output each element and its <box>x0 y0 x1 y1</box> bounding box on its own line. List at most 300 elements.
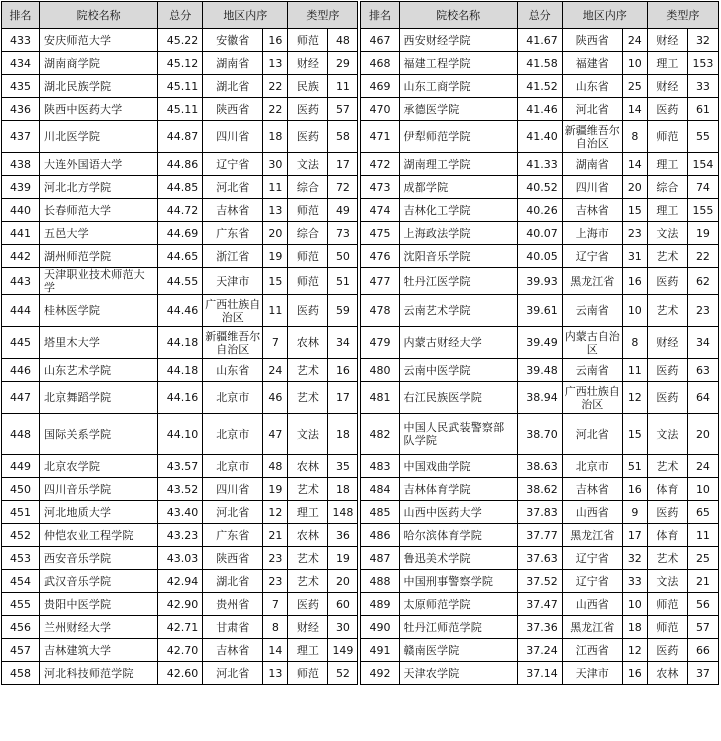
school-name-cell: 鲁迅美术学院 <box>399 547 517 570</box>
region-rank-cell: 12 <box>622 639 647 662</box>
region-cell: 新疆维吾尔自治区 <box>562 121 622 153</box>
region-rank-cell: 8 <box>622 327 647 359</box>
table-row <box>2 98 719 121</box>
region-cell: 天津市 <box>562 662 622 685</box>
region-rank-cell: 14 <box>622 98 647 121</box>
region-rank-cell: 15 <box>622 414 647 455</box>
score-cell: 42.94 <box>158 570 203 593</box>
school-name-cell: 赣南医学院 <box>399 639 517 662</box>
school-name-cell: 福建工程学院 <box>399 52 517 75</box>
region-rank-cell: 10 <box>622 593 647 616</box>
school-name-cell: 河北科技师范学院 <box>40 662 158 685</box>
type-cell: 综合 <box>288 222 328 245</box>
type-cell: 农林 <box>288 455 328 478</box>
rank-cell: 484 <box>361 478 399 501</box>
type-rank-cell: 37 <box>687 662 718 685</box>
region-cell: 上海市 <box>562 222 622 245</box>
rank-cell: 436 <box>2 98 40 121</box>
rank-header: 排名 <box>2 2 40 29</box>
region-rank-cell: 12 <box>263 501 288 524</box>
score-cell: 38.63 <box>517 455 562 478</box>
score-cell: 43.03 <box>158 547 203 570</box>
type-cell: 体育 <box>647 524 687 547</box>
region-rank-cell: 10 <box>622 52 647 75</box>
score-cell: 40.52 <box>517 176 562 199</box>
type-cell: 医药 <box>647 639 687 662</box>
region-rank-cell: 23 <box>263 570 288 593</box>
region-cell: 天津市 <box>203 268 263 295</box>
type-rank-cell: 63 <box>687 359 718 382</box>
type-rank-cell: 22 <box>687 245 718 268</box>
type-cell: 理工 <box>647 52 687 75</box>
school-name-cell: 武汉音乐学院 <box>40 570 158 593</box>
rank-header: 排名 <box>361 2 399 29</box>
rank-cell: 467 <box>361 29 399 52</box>
table-row <box>2 593 719 616</box>
table-row <box>2 547 719 570</box>
school-name-cell: 陕西中医药大学 <box>40 98 158 121</box>
rank-cell: 451 <box>2 501 40 524</box>
region-rank-cell: 13 <box>263 662 288 685</box>
type-rank-cell: 23 <box>687 295 718 327</box>
type-rank-cell: 65 <box>687 501 718 524</box>
region-rank-cell: 21 <box>263 524 288 547</box>
rank-cell: 441 <box>2 222 40 245</box>
type-cell: 艺术 <box>647 547 687 570</box>
type-rank-cell: 64 <box>687 382 718 414</box>
region-cell: 陕西省 <box>203 547 263 570</box>
type-cell: 医药 <box>288 593 328 616</box>
type-cell: 师范 <box>288 268 328 295</box>
school-name-cell: 内蒙古财经大学 <box>399 327 517 359</box>
rank-cell: 490 <box>361 616 399 639</box>
type-rank-cell: 72 <box>328 176 358 199</box>
type-rank-cell: 57 <box>687 616 718 639</box>
type-rank-cell: 153 <box>687 52 718 75</box>
table-row <box>2 455 719 478</box>
type-cell: 艺术 <box>288 570 328 593</box>
score-cell: 44.86 <box>158 153 203 176</box>
region-rank-cell: 16 <box>622 662 647 685</box>
region-cell: 河北省 <box>203 176 263 199</box>
school-name-cell: 河北北方学院 <box>40 176 158 199</box>
table-row <box>2 199 719 222</box>
region-cell: 北京市 <box>203 414 263 455</box>
rank-cell: 492 <box>361 662 399 685</box>
region-cell: 广东省 <box>203 524 263 547</box>
region-cell: 云南省 <box>562 359 622 382</box>
type-cell: 师范 <box>288 29 328 52</box>
region-cell: 黑龙江省 <box>562 268 622 295</box>
region-cell: 陕西省 <box>203 98 263 121</box>
school-name-cell: 桂林医学院 <box>40 295 158 327</box>
type-cell: 财经 <box>288 616 328 639</box>
rank-cell: 483 <box>361 455 399 478</box>
type-cell: 师范 <box>288 245 328 268</box>
type-rank-cell: 36 <box>328 524 358 547</box>
score-cell: 45.11 <box>158 98 203 121</box>
score-cell: 40.26 <box>517 199 562 222</box>
table-row <box>2 176 719 199</box>
region-rank-cell: 24 <box>622 29 647 52</box>
type-cell: 文法 <box>647 222 687 245</box>
type-rank-cell: 56 <box>687 593 718 616</box>
rank-cell: 479 <box>361 327 399 359</box>
school-name-cell: 湖北民族学院 <box>40 75 158 98</box>
region-rank-cell: 10 <box>622 295 647 327</box>
region-cell: 辽宁省 <box>203 153 263 176</box>
type-rank-cell: 19 <box>687 222 718 245</box>
type-cell: 医药 <box>647 382 687 414</box>
score-cell: 44.18 <box>158 327 203 359</box>
type-rank-cell: 155 <box>687 199 718 222</box>
region-rank-cell: 15 <box>263 268 288 295</box>
type-cell: 艺术 <box>288 359 328 382</box>
region-cell: 山东省 <box>562 75 622 98</box>
type-rank-cell: 60 <box>328 593 358 616</box>
region-cell: 河北省 <box>203 662 263 685</box>
type-rank-cell: 58 <box>328 121 358 153</box>
table-row <box>2 121 719 153</box>
region-rank-cell: 14 <box>263 639 288 662</box>
score-cell: 37.14 <box>517 662 562 685</box>
region-rank-cell: 47 <box>263 414 288 455</box>
type-cell: 理工 <box>647 153 687 176</box>
rank-cell: 471 <box>361 121 399 153</box>
score-cell: 39.61 <box>517 295 562 327</box>
school-name-cell: 承德医学院 <box>399 98 517 121</box>
score-cell: 39.93 <box>517 268 562 295</box>
region-rank-cell: 23 <box>622 222 647 245</box>
school-name-cell: 湖州师范学院 <box>40 245 158 268</box>
region-cell: 广西壮族自治区 <box>203 295 263 327</box>
rank-cell: 447 <box>2 382 40 414</box>
type-cell: 文法 <box>647 414 687 455</box>
type-rank-cell: 17 <box>328 382 358 414</box>
rank-cell: 472 <box>361 153 399 176</box>
school-name-cell: 太原师范学院 <box>399 593 517 616</box>
region-rank-cell: 7 <box>263 593 288 616</box>
type-cell: 文法 <box>288 153 328 176</box>
header-row <box>2 2 719 29</box>
type-rank-cell: 61 <box>687 98 718 121</box>
school-name-cell: 北京农学院 <box>40 455 158 478</box>
region-rank-cell: 16 <box>622 478 647 501</box>
score-cell: 44.46 <box>158 295 203 327</box>
school-name-cell: 山东艺术学院 <box>40 359 158 382</box>
score-cell: 44.69 <box>158 222 203 245</box>
type-rank-cell: 30 <box>328 616 358 639</box>
rank-cell: 491 <box>361 639 399 662</box>
school-name-cell: 沈阳音乐学院 <box>399 245 517 268</box>
score-cell: 40.05 <box>517 245 562 268</box>
school-name-cell: 安庆师范大学 <box>40 29 158 52</box>
table-row <box>2 501 719 524</box>
region-rank-cell: 51 <box>622 455 647 478</box>
type-cell: 医药 <box>647 268 687 295</box>
school-name-cell: 贵阳中医学院 <box>40 593 158 616</box>
type-cell: 综合 <box>647 176 687 199</box>
school-name-cell: 四川音乐学院 <box>40 478 158 501</box>
school-name-cell: 天津职业技术师范大学 <box>40 268 158 295</box>
type-rank-cell: 48 <box>328 29 358 52</box>
region-rank-cell: 12 <box>622 382 647 414</box>
score-cell: 38.94 <box>517 382 562 414</box>
rank-cell: 443 <box>2 268 40 295</box>
region-rank-cell: 23 <box>263 547 288 570</box>
score-cell: 42.70 <box>158 639 203 662</box>
rank-cell: 468 <box>361 52 399 75</box>
rank-cell: 455 <box>2 593 40 616</box>
type-cell: 医药 <box>288 295 328 327</box>
school-name-cell: 右江民族医学院 <box>399 382 517 414</box>
region-cell: 四川省 <box>203 478 263 501</box>
region-rank-header: 地区内序 <box>203 2 288 29</box>
region-rank-cell: 11 <box>622 359 647 382</box>
rank-cell: 487 <box>361 547 399 570</box>
score-cell: 44.18 <box>158 359 203 382</box>
school-name-cell: 吉林建筑大学 <box>40 639 158 662</box>
rank-cell: 485 <box>361 501 399 524</box>
region-rank-cell: 16 <box>622 268 647 295</box>
rank-cell: 473 <box>361 176 399 199</box>
score-cell: 43.40 <box>158 501 203 524</box>
region-cell: 吉林省 <box>203 199 263 222</box>
region-cell: 北京市 <box>203 382 263 414</box>
table-row <box>2 245 719 268</box>
score-cell: 37.77 <box>517 524 562 547</box>
region-rank-cell: 20 <box>263 222 288 245</box>
region-rank-cell: 31 <box>622 245 647 268</box>
region-cell: 甘肃省 <box>203 616 263 639</box>
score-cell: 44.16 <box>158 382 203 414</box>
score-cell: 37.24 <box>517 639 562 662</box>
type-cell: 艺术 <box>288 382 328 414</box>
region-cell: 辽宁省 <box>562 570 622 593</box>
rank-cell: 437 <box>2 121 40 153</box>
rank-cell: 440 <box>2 199 40 222</box>
rank-cell: 457 <box>2 639 40 662</box>
rank-cell: 446 <box>2 359 40 382</box>
score-cell: 42.71 <box>158 616 203 639</box>
type-cell: 财经 <box>288 52 328 75</box>
score-cell: 41.40 <box>517 121 562 153</box>
type-cell: 农林 <box>288 327 328 359</box>
type-rank-cell: 33 <box>687 75 718 98</box>
type-rank-header: 类型序 <box>647 2 718 29</box>
region-rank-cell: 8 <box>263 616 288 639</box>
rank-cell: 475 <box>361 222 399 245</box>
school-name-cell: 云南艺术学院 <box>399 295 517 327</box>
school-name-header: 院校名称 <box>399 2 517 29</box>
type-cell: 文法 <box>647 570 687 593</box>
rank-cell: 448 <box>2 414 40 455</box>
type-rank-cell: 34 <box>687 327 718 359</box>
score-cell: 41.52 <box>517 75 562 98</box>
rank-cell: 438 <box>2 153 40 176</box>
region-rank-cell: 19 <box>263 245 288 268</box>
rank-cell: 435 <box>2 75 40 98</box>
school-name-cell: 吉林化工学院 <box>399 199 517 222</box>
school-name-cell: 中国人民武装警察部队学院 <box>399 414 517 455</box>
type-rank-cell: 11 <box>328 75 358 98</box>
region-cell: 河北省 <box>562 98 622 121</box>
region-cell: 江西省 <box>562 639 622 662</box>
region-rank-cell: 11 <box>263 176 288 199</box>
type-cell: 医药 <box>288 121 328 153</box>
rank-cell: 439 <box>2 176 40 199</box>
school-name-cell: 成都学院 <box>399 176 517 199</box>
region-rank-cell: 33 <box>622 570 647 593</box>
type-rank-cell: 11 <box>687 524 718 547</box>
score-cell: 44.55 <box>158 268 203 295</box>
table-row <box>2 75 719 98</box>
rank-cell: 474 <box>361 199 399 222</box>
table-row <box>2 616 719 639</box>
region-rank-cell: 13 <box>263 199 288 222</box>
rank-cell: 477 <box>361 268 399 295</box>
region-rank-cell: 22 <box>263 98 288 121</box>
score-cell: 38.62 <box>517 478 562 501</box>
type-rank-cell: 149 <box>328 639 358 662</box>
table-row <box>2 414 719 455</box>
type-cell: 师范 <box>647 121 687 153</box>
rank-cell: 478 <box>361 295 399 327</box>
type-rank-cell: 21 <box>687 570 718 593</box>
type-cell: 艺术 <box>288 478 328 501</box>
type-rank-cell: 16 <box>328 359 358 382</box>
type-cell: 艺术 <box>647 455 687 478</box>
score-cell: 39.49 <box>517 327 562 359</box>
region-cell: 广东省 <box>203 222 263 245</box>
region-rank-cell: 32 <box>622 547 647 570</box>
table-body <box>2 29 719 685</box>
region-rank-cell: 17 <box>622 524 647 547</box>
region-rank-cell: 7 <box>263 327 288 359</box>
rank-cell: 458 <box>2 662 40 685</box>
score-cell: 38.70 <box>517 414 562 455</box>
rank-cell: 444 <box>2 295 40 327</box>
school-name-cell: 哈尔滨体育学院 <box>399 524 517 547</box>
region-rank-cell: 9 <box>622 501 647 524</box>
type-cell: 师范 <box>647 593 687 616</box>
table-row <box>2 570 719 593</box>
type-rank-cell: 32 <box>687 29 718 52</box>
rank-cell: 452 <box>2 524 40 547</box>
table-row <box>2 153 719 176</box>
region-rank-cell: 8 <box>622 121 647 153</box>
rank-cell: 486 <box>361 524 399 547</box>
region-cell: 广西壮族自治区 <box>562 382 622 414</box>
school-name-cell: 伊犁师范学院 <box>399 121 517 153</box>
type-rank-cell: 18 <box>328 414 358 455</box>
score-cell: 41.58 <box>517 52 562 75</box>
rank-cell: 476 <box>361 245 399 268</box>
score-cell: 41.67 <box>517 29 562 52</box>
region-rank-cell: 18 <box>263 121 288 153</box>
score-cell: 37.83 <box>517 501 562 524</box>
type-rank-cell: 20 <box>687 414 718 455</box>
region-cell: 湖北省 <box>203 75 263 98</box>
table-row <box>2 478 719 501</box>
table-row <box>2 359 719 382</box>
school-name-cell: 吉林体育学院 <box>399 478 517 501</box>
type-rank-cell: 50 <box>328 245 358 268</box>
type-cell: 医药 <box>647 98 687 121</box>
school-name-cell: 牡丹江医学院 <box>399 268 517 295</box>
score-cell: 37.47 <box>517 593 562 616</box>
type-cell: 财经 <box>647 29 687 52</box>
school-name-cell: 中国戏曲学院 <box>399 455 517 478</box>
rank-cell: 469 <box>361 75 399 98</box>
rank-cell: 449 <box>2 455 40 478</box>
type-rank-cell: 148 <box>328 501 358 524</box>
region-rank-cell: 19 <box>263 478 288 501</box>
type-rank-cell: 10 <box>687 478 718 501</box>
school-name-cell: 国际关系学院 <box>40 414 158 455</box>
table-row <box>2 639 719 662</box>
school-name-cell: 西安财经学院 <box>399 29 517 52</box>
type-cell: 师范 <box>288 662 328 685</box>
type-cell: 医药 <box>288 98 328 121</box>
type-rank-header: 类型序 <box>288 2 358 29</box>
region-rank-cell: 16 <box>263 29 288 52</box>
region-cell: 新疆维吾尔自治区 <box>203 327 263 359</box>
type-rank-cell: 49 <box>328 199 358 222</box>
type-cell: 医药 <box>647 501 687 524</box>
score-cell: 42.60 <box>158 662 203 685</box>
rank-cell: 489 <box>361 593 399 616</box>
region-rank-cell: 20 <box>622 176 647 199</box>
rank-cell: 488 <box>361 570 399 593</box>
school-name-cell: 上海政法学院 <box>399 222 517 245</box>
rank-cell: 470 <box>361 98 399 121</box>
type-rank-cell: 52 <box>328 662 358 685</box>
rank-cell: 453 <box>2 547 40 570</box>
type-cell: 理工 <box>288 639 328 662</box>
region-cell: 内蒙古自治区 <box>562 327 622 359</box>
type-cell: 体育 <box>647 478 687 501</box>
region-cell: 山东省 <box>203 359 263 382</box>
school-name-cell: 仲恺农业工程学院 <box>40 524 158 547</box>
type-cell: 艺术 <box>647 245 687 268</box>
school-name-cell: 北京舞蹈学院 <box>40 382 158 414</box>
score-cell: 44.87 <box>158 121 203 153</box>
type-rank-cell: 24 <box>687 455 718 478</box>
school-name-cell: 长春师范大学 <box>40 199 158 222</box>
region-cell: 辽宁省 <box>562 547 622 570</box>
type-rank-cell: 73 <box>328 222 358 245</box>
score-cell: 44.10 <box>158 414 203 455</box>
school-name-cell: 天津农学院 <box>399 662 517 685</box>
score-cell: 41.33 <box>517 153 562 176</box>
rank-cell: 433 <box>2 29 40 52</box>
score-header: 总分 <box>517 2 562 29</box>
score-cell: 44.65 <box>158 245 203 268</box>
type-cell: 农林 <box>647 662 687 685</box>
score-cell: 45.22 <box>158 29 203 52</box>
rank-cell: 481 <box>361 382 399 414</box>
type-rank-cell: 17 <box>328 153 358 176</box>
rank-cell: 480 <box>361 359 399 382</box>
score-cell: 40.07 <box>517 222 562 245</box>
type-cell: 综合 <box>288 176 328 199</box>
school-name-header: 院校名称 <box>40 2 158 29</box>
school-name-cell: 兰州财经大学 <box>40 616 158 639</box>
region-cell: 湖北省 <box>203 570 263 593</box>
region-cell: 吉林省 <box>203 639 263 662</box>
type-cell: 文法 <box>288 414 328 455</box>
